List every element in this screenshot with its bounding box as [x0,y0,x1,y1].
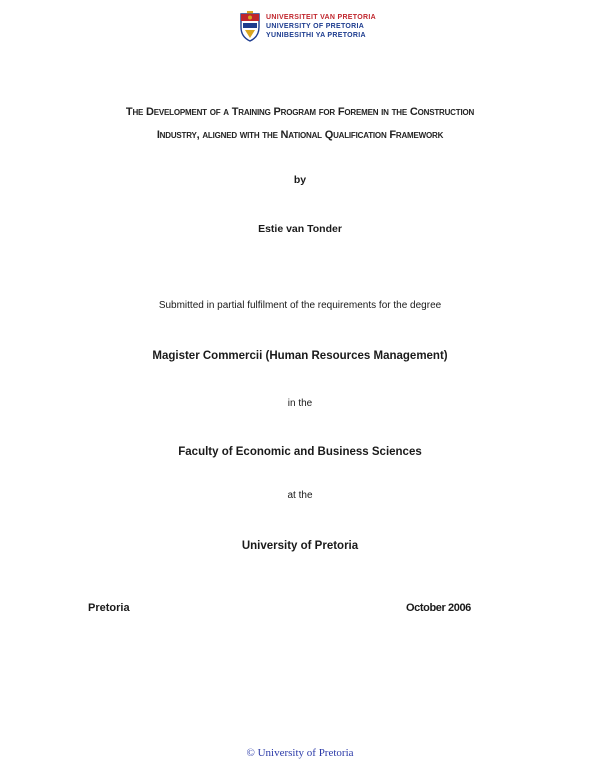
thesis-title-line-2: Industry, aligned with the National Qualification Framework [156,129,444,141]
university-logo [238,10,376,44]
logo-line-2: UNIVERSITY OF PRETORIA [266,23,365,30]
by-label: by [293,174,307,186]
logo-wordmark [266,13,376,40]
thesis-title-line-1: The Development of a Training Program for Foremen in the Construction [125,106,475,118]
author-name: Estie van Tonder [258,223,342,235]
in-the-label: in the [287,398,313,409]
date-label: October 2006 [406,602,471,614]
thesis-title [0,101,600,147]
logo-line-3: YUNIBESITHI YA PRETORIA [266,32,366,39]
faculty-name: Faculty of Economic and Business Sciences [178,446,422,458]
place-label: Pretoria [88,602,130,614]
degree-name: Magister Commercii (Human Resources Management) [152,350,448,362]
university-name: University of Pretoria [241,540,359,552]
crest-icon [238,10,262,42]
logo-line-1: UNIVERSITEIT VAN PRETORIA [266,14,376,21]
at-the-label: at the [287,490,313,501]
copyright-footer: © University of Pretoria [246,747,354,759]
submitted-statement: Submitted in partial fulfilment of the requirements for the degree [158,300,442,311]
